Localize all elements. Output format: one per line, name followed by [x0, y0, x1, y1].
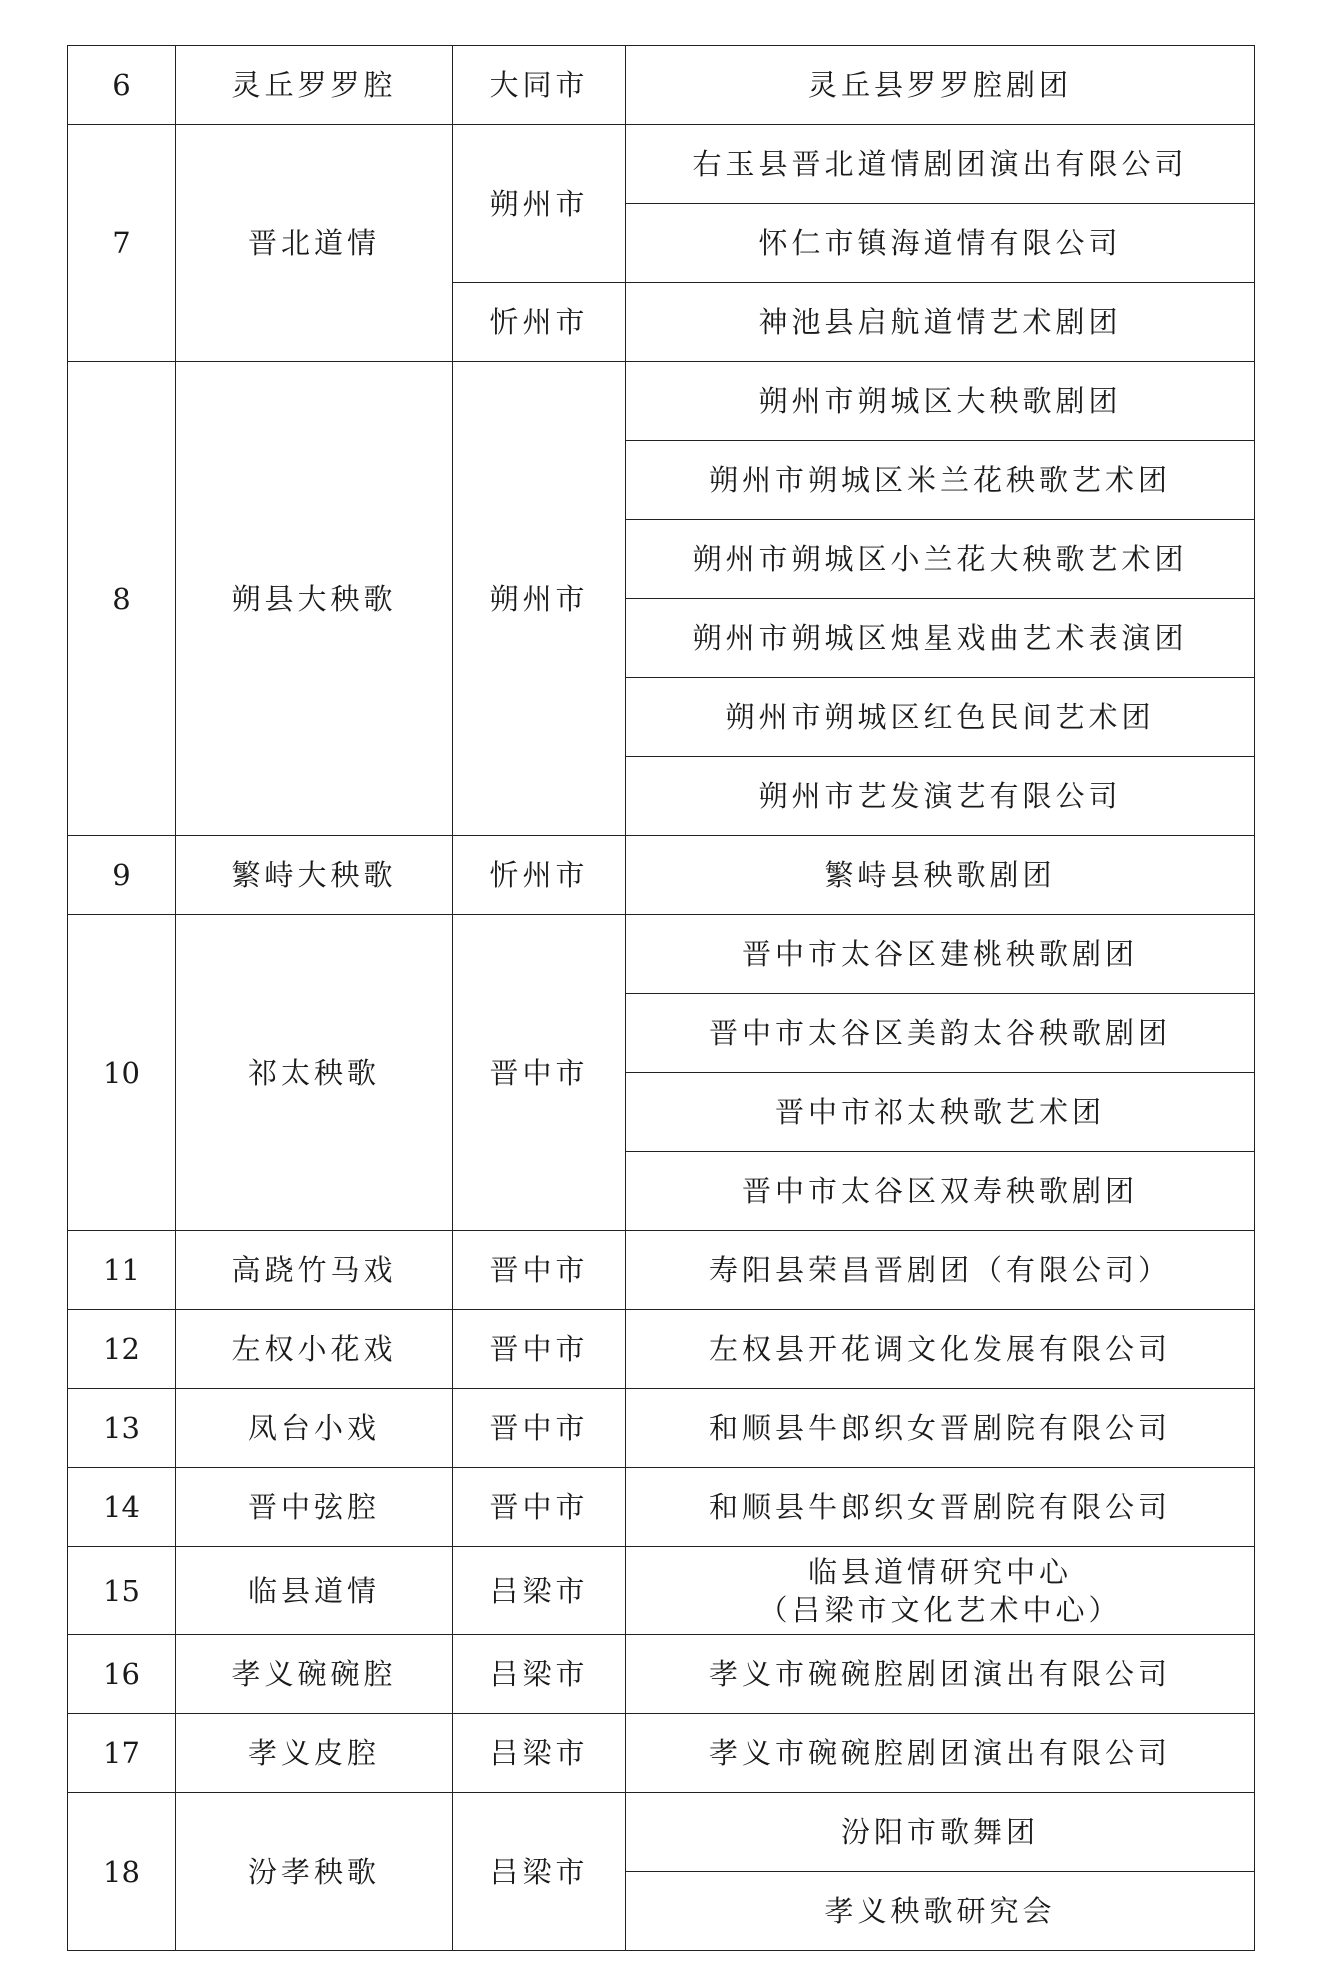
- troupe-name-cell: 晋中市祁太秧歌艺术团: [626, 1073, 1255, 1152]
- table-row: [68, 1231, 1255, 1310]
- table-row: [68, 1468, 1255, 1547]
- row-number-cell: 11: [68, 1231, 176, 1310]
- table-body: [68, 46, 1255, 1951]
- opera-name-cell: 高跷竹马戏: [176, 1231, 453, 1310]
- opera-name-cell: 汾孝秧歌: [176, 1793, 453, 1951]
- opera-name-cell: 灵丘罗罗腔: [176, 46, 453, 125]
- city-cell: 朔州市: [453, 125, 626, 283]
- table-row: [68, 1793, 1255, 1872]
- troupe-name-cell: 神池县启航道情艺术剧团: [626, 283, 1255, 362]
- row-number-cell: 14: [68, 1468, 176, 1547]
- row-number-cell: 12: [68, 1310, 176, 1389]
- troupe-name-cell: 孝义市碗碗腔剧团演出有限公司: [626, 1714, 1255, 1793]
- table-row: [68, 1547, 1255, 1635]
- row-number-cell: 16: [68, 1635, 176, 1714]
- opera-name-cell: 凤台小戏: [176, 1389, 453, 1468]
- opera-name-cell: 晋北道情: [176, 125, 453, 362]
- troupe-name-cell: 怀仁市镇海道情有限公司: [626, 204, 1255, 283]
- opera-name-cell: 晋中弦腔: [176, 1468, 453, 1547]
- troupe-name-cell: 和顺县牛郎织女晋剧院有限公司: [626, 1468, 1255, 1547]
- opera-name-cell: 繁峙大秧歌: [176, 836, 453, 915]
- row-number-cell: 7: [68, 125, 176, 362]
- city-cell: 吕梁市: [453, 1547, 626, 1635]
- table-row: [68, 1635, 1255, 1714]
- row-number-cell: 8: [68, 362, 176, 836]
- troupe-name-cell: 朔州市朔城区大秧歌剧团: [626, 362, 1255, 441]
- city-cell: 晋中市: [453, 1468, 626, 1547]
- row-number-cell: 18: [68, 1793, 176, 1951]
- table-row: [68, 1389, 1255, 1468]
- row-number-cell: 13: [68, 1389, 176, 1468]
- troupe-name-cell: 右玉县晋北道情剧团演出有限公司: [626, 125, 1255, 204]
- troupe-name-cell: 晋中市太谷区美韵太谷秧歌剧团: [626, 994, 1255, 1073]
- city-cell: 晋中市: [453, 1389, 626, 1468]
- table-row: [68, 836, 1255, 915]
- troupe-table: [67, 45, 1255, 1951]
- troupe-name-cell: 和顺县牛郎织女晋剧院有限公司: [626, 1389, 1255, 1468]
- row-number-cell: 10: [68, 915, 176, 1231]
- troupe-name-cell: 汾阳市歌舞团: [626, 1793, 1255, 1872]
- row-number-cell: 6: [68, 46, 176, 125]
- troupe-name-cell: 晋中市太谷区建桃秧歌剧团: [626, 915, 1255, 994]
- troupe-name-cell: [626, 1547, 1255, 1635]
- city-cell: 晋中市: [453, 915, 626, 1231]
- troupe-name-cell: 孝义市碗碗腔剧团演出有限公司: [626, 1635, 1255, 1714]
- troupe-name-cell: 朔州市朔城区米兰花秧歌艺术团: [626, 441, 1255, 520]
- city-cell: 吕梁市: [453, 1635, 626, 1714]
- table-row: [68, 1310, 1255, 1389]
- troupe-name-cell: 朔州市艺发演艺有限公司: [626, 757, 1255, 836]
- opera-name-cell: 临县道情: [176, 1547, 453, 1635]
- city-cell: 大同市: [453, 46, 626, 125]
- city-cell: 朔州市: [453, 362, 626, 836]
- troupe-name-cell: 朔州市朔城区小兰花大秧歌艺术团: [626, 520, 1255, 599]
- troupe-name-cell: 灵丘县罗罗腔剧团: [626, 46, 1255, 125]
- troupe-name-cell: 朔州市朔城区红色民间艺术团: [626, 678, 1255, 757]
- troupe-name-cell: 朔州市朔城区烛星戏曲艺术表演团: [626, 599, 1255, 678]
- table-row: [68, 46, 1255, 125]
- troupe-name-line: （吕梁市文化艺术中心）: [758, 1592, 1122, 1627]
- city-cell: 忻州市: [453, 836, 626, 915]
- troupe-name-cell: 繁峙县秧歌剧团: [626, 836, 1255, 915]
- city-cell: 忻州市: [453, 283, 626, 362]
- city-cell: 晋中市: [453, 1231, 626, 1310]
- row-number-cell: 15: [68, 1547, 176, 1635]
- opera-name-cell: 孝义皮腔: [176, 1714, 453, 1793]
- opera-name-cell: 祁太秧歌: [176, 915, 453, 1231]
- troupe-name-cell: 晋中市太谷区双寿秧歌剧团: [626, 1152, 1255, 1231]
- troupe-name-cell: 寿阳县荣昌晋剧团（有限公司）: [626, 1231, 1255, 1310]
- city-cell: 吕梁市: [453, 1714, 626, 1793]
- row-number-cell: 9: [68, 836, 176, 915]
- city-cell: 吕梁市: [453, 1793, 626, 1951]
- table-row: [68, 1714, 1255, 1793]
- opera-name-cell: 孝义碗碗腔: [176, 1635, 453, 1714]
- opera-name-cell: 左权小花戏: [176, 1310, 453, 1389]
- table-row: [68, 915, 1255, 994]
- table-row: [68, 125, 1255, 204]
- opera-name-cell: 朔县大秧歌: [176, 362, 453, 836]
- troupe-name-cell: 孝义秧歌研究会: [626, 1872, 1255, 1951]
- row-number-cell: 17: [68, 1714, 176, 1793]
- table-row: [68, 362, 1255, 441]
- troupe-name-line: 临县道情研究中心: [807, 1554, 1072, 1589]
- troupe-name-cell: 左权县开花调文化发展有限公司: [626, 1310, 1255, 1389]
- city-cell: 晋中市: [453, 1310, 626, 1389]
